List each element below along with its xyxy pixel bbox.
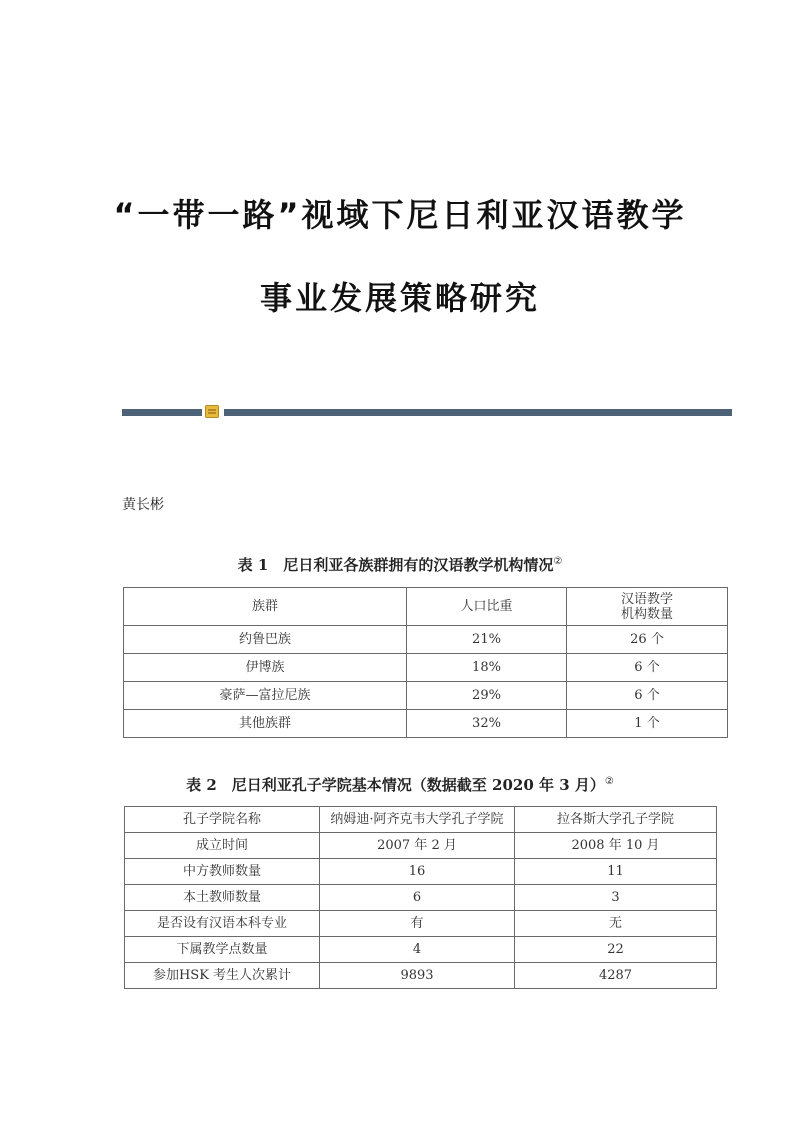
title-divider-right <box>224 409 732 416</box>
document-icon <box>205 405 219 418</box>
table-cell: 6 <box>320 885 515 911</box>
table-cell: 豪萨—富拉尼族 <box>124 682 407 710</box>
header-cell <box>567 588 728 626</box>
table-cell: 约鲁巴族 <box>124 626 407 654</box>
confucius-institutes-table <box>124 806 717 989</box>
ethnic-groups-table <box>123 587 728 738</box>
table-cell: 4 <box>320 937 515 963</box>
author-name: 黄长彬 <box>122 497 164 513</box>
table-cell: 16 <box>320 859 515 885</box>
table2-caption-text: 表 2 尼日利亚孔子学院基本情况（数据截至 2020 年 3 月） <box>186 776 605 794</box>
table-row <box>125 859 717 885</box>
header-cell: 族群 <box>124 588 407 626</box>
table-row <box>124 682 728 710</box>
header-cell: 孔子学院名称 <box>125 807 320 833</box>
table-cell: 本土教师数量 <box>125 885 320 911</box>
table-cell: 下属教学点数量 <box>125 937 320 963</box>
title-divider-left <box>122 409 202 416</box>
table-row <box>125 963 717 989</box>
table-cell: 1 个 <box>567 710 728 738</box>
table-cell: 26 个 <box>567 626 728 654</box>
table-cell: 其他族群 <box>124 710 407 738</box>
table-cell: 32% <box>407 710 567 738</box>
table-row <box>125 885 717 911</box>
table2-caption-note: ② <box>604 776 614 787</box>
table-row <box>124 710 728 738</box>
table-cell: 4287 <box>515 963 717 989</box>
table-cell: 2008 年 10 月 <box>515 833 717 859</box>
header-cell: 拉各斯大学孔子学院 <box>515 807 717 833</box>
table-row <box>124 626 728 654</box>
table-cell: 18% <box>407 654 567 682</box>
table-cell: 29% <box>407 682 567 710</box>
table-cell: 中方教师数量 <box>125 859 320 885</box>
table-cell: 21% <box>407 626 567 654</box>
table1-caption-text: 表 1 尼日利亚各族群拥有的汉语教学机构情况 <box>237 556 554 574</box>
document-title-line-1: “一带一路”视域下尼日利亚汉语教学 <box>113 196 687 234</box>
header-cell: 人口比重 <box>407 588 567 626</box>
header-cell-line: 汉语教学 <box>620 591 673 607</box>
table-cell: 11 <box>515 859 717 885</box>
table-cell: 9893 <box>320 963 515 989</box>
table-cell: 参加HSK 考生人次累计 <box>125 963 320 989</box>
table-cell: 是否设有汉语本科专业 <box>125 911 320 937</box>
table-header-row <box>125 807 717 833</box>
table2-caption <box>0 774 800 795</box>
document-title-line-2: 事业发展策略研究 <box>259 279 540 317</box>
table-cell: 成立时间 <box>125 833 320 859</box>
table1-caption <box>0 554 800 575</box>
table-row <box>124 654 728 682</box>
table-cell: 3 <box>515 885 717 911</box>
header-cell-line: 机构数量 <box>620 606 673 622</box>
table-cell: 伊博族 <box>124 654 407 682</box>
table-row <box>125 911 717 937</box>
table-cell: 2007 年 2 月 <box>320 833 515 859</box>
header-cell: 纳姆迪·阿齐克韦大学孔子学院 <box>320 807 515 833</box>
table-row <box>125 937 717 963</box>
table-cell: 22 <box>515 937 717 963</box>
table-cell: 无 <box>515 911 717 937</box>
table-cell: 有 <box>320 911 515 937</box>
table-cell: 6 个 <box>567 654 728 682</box>
table-cell: 6 个 <box>567 682 728 710</box>
table-header-row <box>124 588 728 626</box>
table-row <box>125 833 717 859</box>
table1-caption-note: ② <box>553 556 563 567</box>
